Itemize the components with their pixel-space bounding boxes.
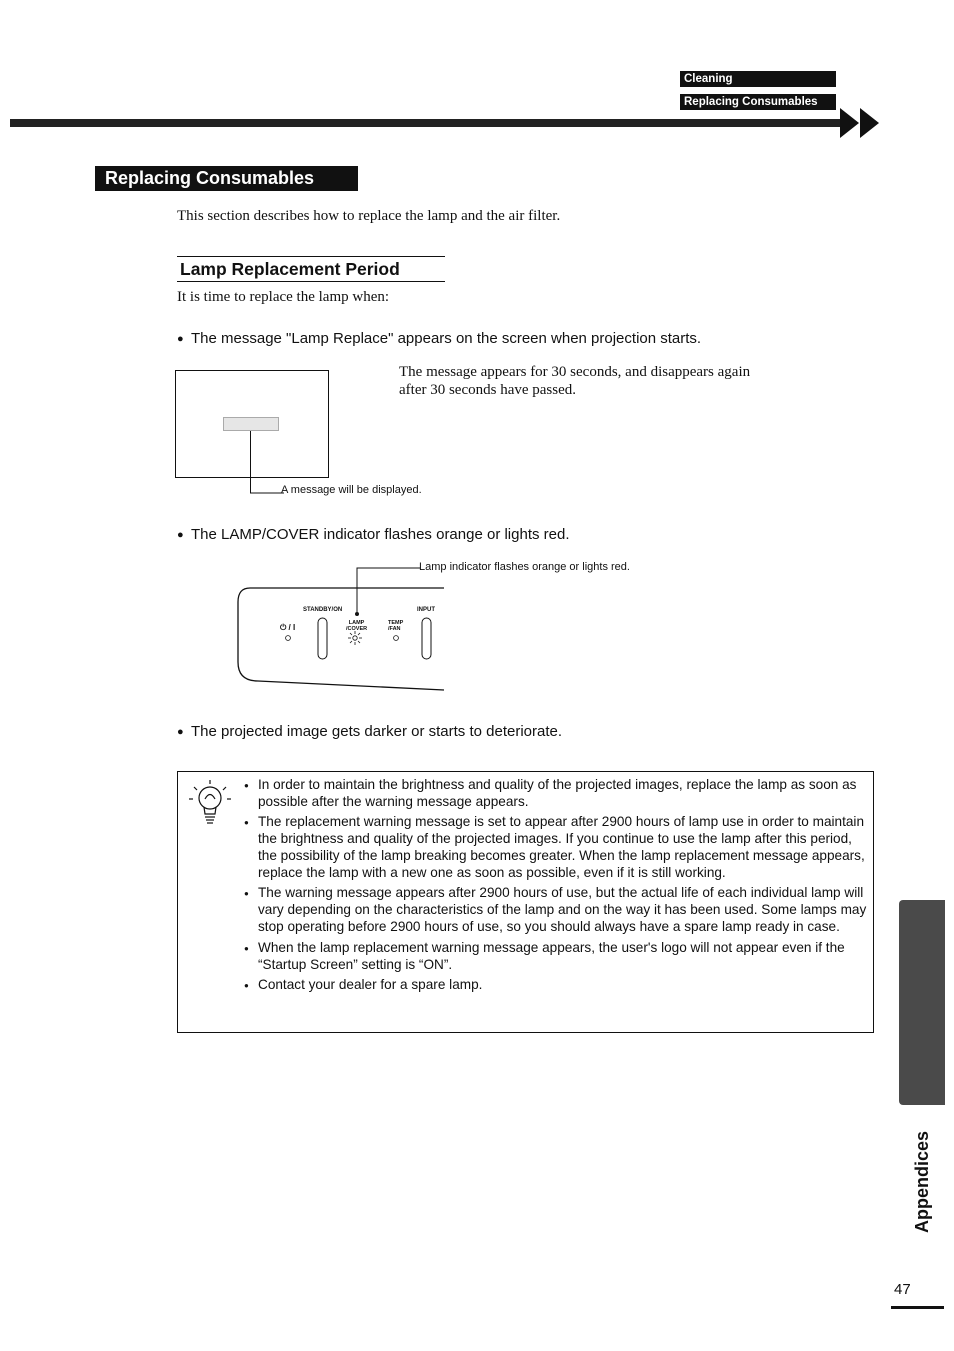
subsection-intro: It is time to replace the lamp when: <box>177 289 390 305</box>
condition-text: The projected image gets darker or starts to deteriorate. <box>191 723 563 740</box>
tip-item: ● In order to maintain the brightness and quality of the projected images, replace the lamp as soon as possible after the warning message appears. <box>242 777 867 811</box>
callout-leader <box>248 431 284 495</box>
panel-callout: Lamp indicator flashes orange or lights red. <box>419 561 630 573</box>
chapter-tab <box>899 900 945 1105</box>
header-tag-cleaning: Cleaning <box>680 71 836 87</box>
tip-item: ● When the lamp replacement warning message appears, the user's logo will not appear even if the “Startup Screen” setting is “ON”. <box>242 940 867 974</box>
condition-item <box>177 330 701 347</box>
label-standby: STANDBY/ON <box>303 607 343 613</box>
condition-item <box>177 526 570 543</box>
tip-item: ● The warning message appears after 2900 hours of use, but the actual life of each individual lamp will vary depending on the characteristics of the lamp and on the way it has been used. Some lamps may stop operating before 2900 hours of use, so you should always have a spare lamp ready in case. <box>242 885 867 936</box>
header-tag-replacing: Replacing Consumables <box>680 94 836 110</box>
section-title: Replacing Consumables <box>95 166 358 191</box>
header-rule <box>10 119 842 127</box>
condition-text: The message "Lamp Replace" appears on the screen when projection starts. <box>191 330 702 347</box>
page-number-rule <box>891 1306 944 1309</box>
control-panel-illustration <box>236 560 448 696</box>
page-number: 47 <box>894 1281 911 1298</box>
section-intro: This section describes how to replace the lamp and the air filter. <box>177 208 561 224</box>
label-lamp-cover: LAMP /COVER <box>346 620 368 632</box>
screen-callout: A message will be displayed. <box>281 484 422 496</box>
message-placeholder <box>223 417 279 431</box>
bullet-icon: ● <box>177 529 184 541</box>
bullet-icon: ● <box>177 726 184 738</box>
tip-list <box>242 777 867 997</box>
condition-text: The LAMP/COVER indicator flashes orange or lights red. <box>191 526 570 543</box>
lightbulb-icon <box>186 778 234 826</box>
subsection-title: Lamp Replacement Period <box>177 256 445 282</box>
label-temp-fan: TEMP /FAN <box>388 620 404 632</box>
double-arrow-right-icon <box>840 108 882 138</box>
tip-item: ● The replacement warning message is set to appear after 2900 hours of lamp use in order to maintain the brightness and quality of the projected images. If you continue to use the lamp after this period, the possibility of the lamp breaking becomes greater. When the lamp replacement message appears, replace the lamp with a new one as soon as possible, even if it is still working. <box>242 814 867 882</box>
condition-item <box>177 723 562 740</box>
chapter-label: Appendices <box>912 1130 932 1233</box>
bullet-icon: ● <box>177 333 184 345</box>
label-power: ⏻ / I <box>280 623 296 632</box>
label-input: INPUT <box>417 607 435 613</box>
tip-item: ● Contact your dealer for a spare lamp. <box>242 977 867 994</box>
screen-side-note: The message appears for 30 seconds, and disappears again after 30 seconds have passed. <box>399 364 751 398</box>
